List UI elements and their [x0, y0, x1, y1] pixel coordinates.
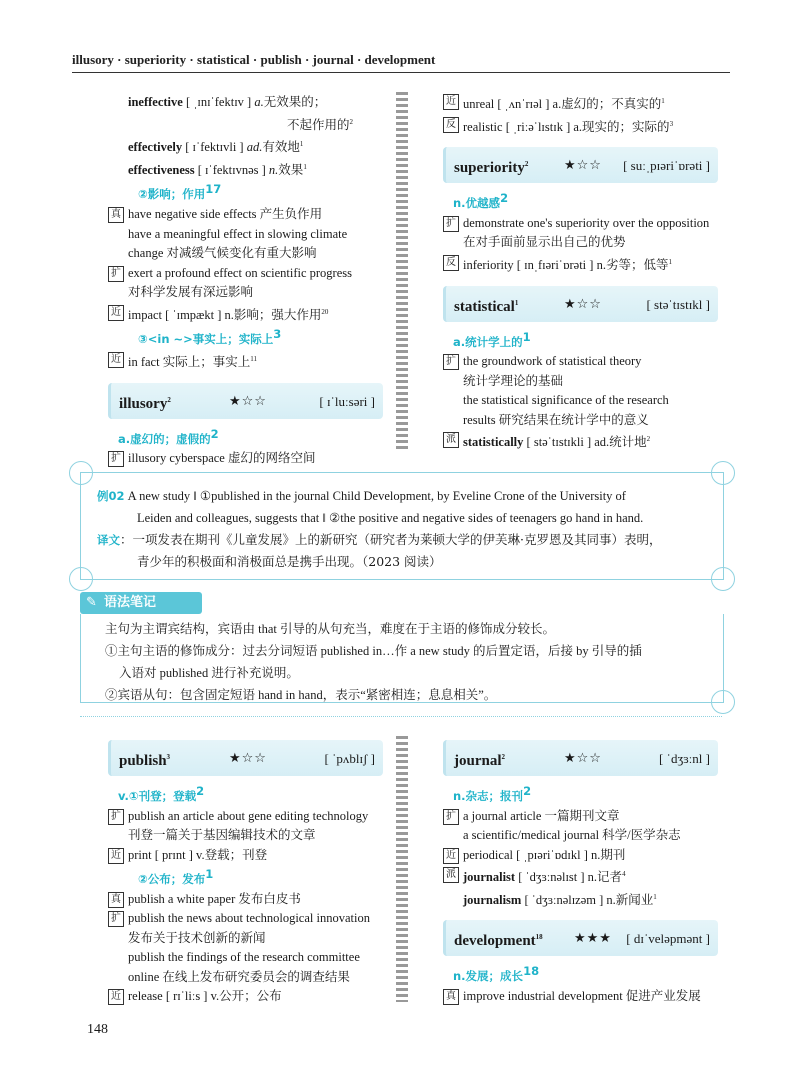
freq: 2 [523, 784, 532, 798]
wordbox-development [443, 920, 718, 956]
near-tag-icon: 近 [443, 848, 459, 864]
entry-effectiveness [108, 158, 383, 181]
example-text: the groundwork of statistical theory [463, 354, 642, 369]
corner-ornament-icon [711, 567, 735, 591]
phonetic: [ stəˈtɪstɪkl ] [646, 296, 710, 312]
example-text: publish an article about gene editing technology [128, 808, 369, 823]
freq: 3 [273, 327, 282, 342]
grammar-content [105, 618, 705, 706]
synonym-text: in fact 实际上；事实上 [128, 355, 251, 370]
headword [454, 748, 505, 772]
star-rating: ★☆☆ [229, 393, 267, 409]
right-column-bottom [443, 730, 718, 1007]
star-rating: ★☆☆ [564, 158, 602, 174]
grammar-line: ①主句主语的修饰成分：过去分词短语 published in…作 a new study 的后置定语，后接 by 引导的插 [105, 644, 642, 658]
ext-tag-icon: 扩 [108, 451, 124, 467]
freq: 1 [299, 140, 304, 149]
synonym-text: print [ prɪnt ] v.登载；刊登 [128, 847, 268, 862]
publish-ext-5 [108, 948, 383, 968]
translation-text: 一项发表在期刊《儿童发展》上的新研究（研究者为莱顿大学的伊芙琳·克罗恩及其同事）表明， [132, 532, 662, 547]
freq: 2 [524, 160, 529, 169]
example-content [97, 485, 707, 573]
example-text: 统计学理论的基础 [463, 373, 564, 388]
entry-effectively [108, 135, 383, 158]
ext-tag-icon: 扩 [108, 809, 124, 825]
example-line-1 [97, 485, 707, 507]
example-text: illusory cyberspace 虚幻的网络空间 [128, 451, 316, 466]
ext-example [108, 264, 383, 284]
example-line-2 [97, 507, 707, 529]
statistical-ext-3 [443, 391, 718, 411]
example-text: demonstrate one's superiority over the opposition [463, 215, 710, 230]
deriv-tag-icon: 派 [443, 432, 459, 448]
freq: 2 [646, 435, 651, 444]
freq: 1 [303, 162, 307, 171]
freq: 2 [167, 395, 171, 404]
derived-word: journalism [463, 892, 522, 907]
grammar-note-box [80, 614, 724, 703]
corner-ornament-icon [69, 567, 93, 591]
example-text: exert a profound effect on scientific progress [128, 265, 352, 280]
synonym-text: periodical [ ˌpɪəriˈɒdɪkl ] n.期刊 [463, 847, 626, 862]
pos: n. [268, 162, 279, 177]
example-en: Leiden and colleagues, suggests that ‖ ②the positive and negative sides of teenagers go hand in hand. [137, 511, 644, 525]
headword [454, 155, 528, 179]
freq: 1 [205, 867, 214, 882]
left-column-top [108, 92, 383, 469]
entry-ineffective-cont [108, 113, 383, 136]
synonym-text: unreal [ ˌʌnˈrɪəl ] a.虚幻的；不真实的 [463, 97, 662, 112]
journal-ext-2 [443, 826, 718, 846]
phonetic: [ ˈdʒɜːnl ] [659, 751, 710, 766]
column-separator-top [396, 92, 408, 452]
freq: 18 [523, 964, 540, 979]
freq: 17 [205, 182, 222, 197]
headword [454, 294, 518, 318]
example-text: improve industrial development 促进产业发展 [463, 989, 701, 1004]
section-divider [80, 716, 722, 717]
real-example [108, 205, 383, 225]
statistical-ext-2 [443, 372, 718, 392]
near-impact [108, 303, 383, 326]
wordbox-publish [108, 740, 383, 776]
publish-sense-1 [108, 782, 383, 807]
near-tag-icon: 近 [443, 94, 459, 110]
example-text: a journal article 一篇期刊文章 [463, 808, 620, 823]
example-text: the statistical significance of the research [463, 393, 669, 408]
journal-deriv-2 [443, 888, 718, 911]
example-text: 在对手面前显示出自己的优势 [463, 235, 626, 250]
sense-label: n.优越感 [453, 196, 501, 211]
phonetic: [ suːˌpɪəriˈɒrəti ] [623, 158, 710, 174]
ext-example-2 [108, 283, 383, 303]
derived-word: statistically [463, 435, 524, 450]
headword [119, 391, 171, 415]
headword-text: statistical [454, 298, 515, 315]
translation-text: 青少年的积极面和消极面总是携手出现。（2023 阅读） [137, 554, 442, 569]
derived-word: journalist [463, 870, 516, 885]
translation-label: 译文 [97, 533, 120, 547]
star-rating: ★☆☆ [229, 751, 267, 766]
meaning-cont: 不起作用的 [286, 116, 350, 132]
development-real [443, 987, 718, 1007]
pos: ad. [246, 140, 263, 155]
near-tag-icon: 近 [108, 848, 124, 864]
freq: 1 [653, 892, 657, 901]
journal-ext-1 [443, 807, 718, 827]
publish-real [108, 890, 383, 910]
sense-label: a.统计学上的 [453, 334, 523, 349]
synonym-text: release [ rɪˈliːs ] v.公开；公布 [128, 989, 282, 1004]
phonetic: [ ɪˈfektɪvli ] [185, 140, 244, 155]
example-text: change 对减缓气候变化有重大影响 [128, 246, 317, 261]
corner-ornament-icon [711, 690, 735, 714]
freq: 4 [622, 870, 626, 879]
publish-ext-3 [108, 909, 383, 929]
example-text: publish the findings of the research committee [128, 950, 360, 965]
sense-label: ②公布；发布 [138, 872, 206, 887]
derived-meaning: [ ˈdʒɜːnəlɪst ] n.记者 [518, 870, 623, 885]
sense-label: ②影响；作用 [138, 187, 206, 202]
meaning: 有效地 [262, 139, 300, 155]
publish-ext-6 [108, 968, 383, 988]
real-example-3 [108, 244, 383, 264]
example-text: a scientific/medical journal 科学/医学杂志 [463, 828, 681, 843]
example-text: publish the news about technological innovation [128, 911, 370, 926]
sense-2 [108, 180, 383, 205]
ext-tag-icon: 扩 [443, 809, 459, 825]
superiority-ext-2 [443, 233, 718, 253]
word-ineffective: ineffective [128, 95, 183, 109]
grammar-note-title [80, 592, 202, 614]
corner-ornament-icon [711, 461, 735, 485]
antonym-text: realistic [ ˌriːəˈlɪstɪk ] a.现实的；实际的 [463, 119, 670, 134]
derived-meaning: [ stəˈtɪstɪkli ] ad.统计地 [526, 435, 647, 450]
wordbox-journal [443, 740, 718, 776]
publish-sense-2 [108, 865, 383, 890]
anti-tag-icon: 反 [443, 117, 459, 133]
star-rating: ★☆☆ [564, 296, 602, 312]
near-tag-icon: 近 [108, 305, 124, 321]
statistical-ext [443, 352, 718, 372]
grammar-line: ②宾语从句：包含固定短语 hand in hand，表示“紧密相连；息息相关”。 [105, 688, 497, 702]
derived-meaning: [ ˈdʒɜːnəlɪzəm ] n.新闻业 [524, 892, 654, 907]
freq: 2 [349, 117, 353, 126]
phonetic: [ ɪˈfektɪvnəs ] [197, 162, 266, 177]
example-text: have a meaningful effect in slowing climate [128, 226, 348, 241]
example-sentence-box [80, 472, 724, 580]
example-text: publish a white paper 发布白皮书 [128, 891, 301, 906]
example-label: 例02 [97, 489, 125, 503]
journal-deriv-1 [443, 865, 718, 888]
left-column-bottom [108, 730, 383, 1007]
headword-text: illusory [119, 395, 168, 412]
grammar-line: 入语对 published 进行补充说明。 [119, 666, 299, 680]
sense-label: v.①刊登；登载 [118, 789, 197, 804]
publish-ext-2 [108, 826, 383, 846]
running-header: illusory · superiority · statistical · publish · journal · development [72, 52, 436, 67]
real-tag-icon: 真 [108, 892, 124, 908]
development-sense [443, 962, 718, 987]
sense-label: n.发展；成长 [453, 969, 524, 984]
phonetic: [ dɪˈveləpmənt ] [626, 931, 710, 947]
freq: 1 [522, 329, 531, 344]
freq: 20 [321, 307, 329, 316]
example-text: 刊登一篇关于基因编辑技术的文章 [128, 828, 316, 843]
headword-text: superiority [454, 160, 525, 177]
translation-line-1: 译文：一项发表在期刊《儿童发展》上的新研究（研究者为莱顿大学的伊芙琳·克罗恩及其同事）表明， [97, 532, 662, 547]
freq: 18 [535, 933, 543, 942]
word-effectively: effectively [128, 140, 183, 155]
pos: a. [254, 95, 264, 109]
example-text: 发布关于技术创新的新闻 [128, 930, 266, 945]
phonetic: [ ˈpʌblɪʃ ] [324, 751, 375, 766]
real-example-2 [108, 225, 383, 245]
translation-line-2 [97, 551, 707, 573]
superiority-sense [443, 189, 718, 214]
right-column-top [443, 92, 718, 453]
sense-label: a.虚幻的；虚假的 [118, 431, 211, 446]
illusory-ext [108, 449, 383, 469]
example-text: online 在线上发布研究委员会的调查结果 [128, 969, 350, 984]
freq: 2 [501, 753, 506, 761]
entry-ineffective [108, 92, 383, 113]
journal-sense [443, 782, 718, 807]
sense-label: n.杂志；报刊 [453, 789, 524, 804]
ext-tag-icon: 扩 [108, 266, 124, 282]
freq: 1 [514, 298, 519, 307]
publish-near-1 [108, 846, 383, 866]
illusory-sense [108, 425, 383, 450]
real-tag-icon: 真 [443, 989, 459, 1005]
publish-near-2 [108, 987, 383, 1007]
wordbox-superiority [443, 147, 718, 183]
example-text: 对科学发展有深远影响 [128, 285, 254, 300]
near-tag-icon: 近 [108, 352, 124, 368]
freq: 2 [210, 426, 219, 441]
word-effectiveness: effectiveness [128, 162, 195, 177]
statistical-sense [443, 328, 718, 353]
headword-text: development [454, 933, 536, 950]
ext-tag-icon: 扩 [108, 911, 124, 927]
near-tag-icon: 近 [108, 989, 124, 1005]
grammar-title-text: 语法笔记 [104, 595, 157, 610]
freq: 3 [166, 753, 171, 761]
superiority-ext [443, 214, 718, 234]
anti-tag-icon: 反 [443, 255, 459, 271]
example-text: results 研究结果在统计学中的意义 [463, 412, 649, 427]
headword [454, 928, 543, 952]
star-rating: ★☆☆ [564, 751, 602, 766]
headword-text: journal [454, 753, 502, 769]
deriv-tag-icon: 派 [443, 867, 459, 883]
phonetic: [ ˌɪnɪˈfektɪv ] [185, 95, 252, 109]
anti-realistic [443, 115, 718, 138]
page-number: 148 [87, 1022, 108, 1037]
meaning: 无效果的； [263, 94, 327, 109]
superiority-anti [443, 253, 718, 276]
antonym-text: inferiority [ ɪnˌfɪəriˈɒrəti ] n.劣等；低等 [463, 258, 669, 273]
statistical-deriv [443, 430, 718, 453]
journal-near [443, 846, 718, 866]
freq: 11 [250, 354, 257, 363]
ext-tag-icon: 扩 [443, 354, 459, 370]
near-unreal [443, 92, 718, 115]
wordbox-illusory [108, 383, 383, 419]
wordbox-statistical [443, 286, 718, 322]
real-tag-icon: 真 [108, 207, 124, 223]
statistical-ext-4 [443, 411, 718, 431]
example-en: A new study ‖ ①published in the journal Child Development, by Eveline Crone of the University of [127, 489, 626, 503]
example-text: have negative side effects 产生负作用 [128, 207, 323, 222]
corner-ornament-icon [69, 461, 93, 485]
freq: 1 [668, 257, 672, 266]
star-rating: ★★★ [574, 931, 612, 947]
sense-3 [108, 325, 383, 350]
freq: 3 [669, 119, 674, 128]
near-in-fact [108, 350, 383, 373]
headword [119, 748, 170, 772]
column-separator-bottom [396, 736, 408, 1002]
freq: 2 [500, 191, 509, 206]
meaning: 效果 [278, 161, 304, 177]
headword-text: publish [119, 753, 167, 769]
publish-ext-4 [108, 929, 383, 949]
synonym-text: impact [ ˈɪmpækt ] n.影响；强大作用 [128, 307, 322, 322]
freq: 2 [196, 784, 205, 798]
phonetic: [ ɪˈluːsəri ] [319, 393, 375, 409]
publish-ext-1 [108, 807, 383, 827]
grammar-line: 主句为主谓宾结构，宾语由 that 引导的从句充当，难度在于主语的修饰成分较长。 [105, 622, 555, 636]
freq: 1 [661, 97, 665, 105]
sense-label: ③<in ~>事实上；实际上 [138, 332, 274, 347]
ext-tag-icon: 扩 [443, 216, 459, 232]
pen-icon: ✎ [86, 595, 97, 610]
header-rule [72, 72, 730, 73]
